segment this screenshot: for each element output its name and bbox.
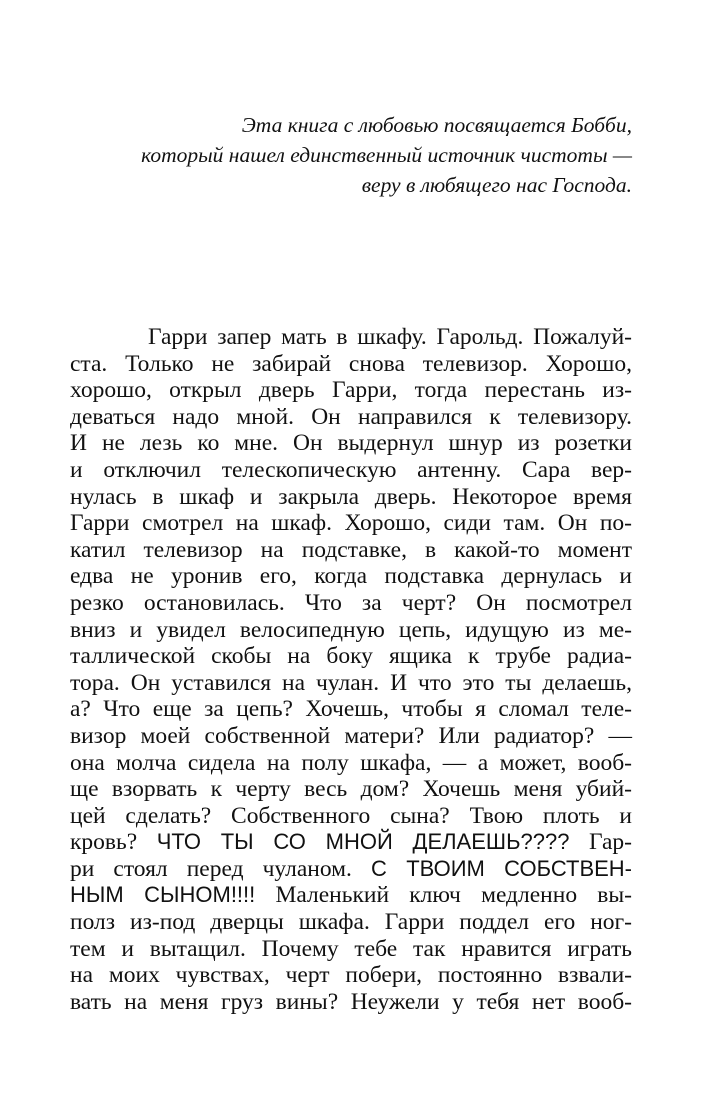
text-line: она молча сидела на полу шкафа, — а может, вооб-: [70, 749, 632, 776]
caps-text: С ТВОИМ СОБСТВЕН-: [371, 855, 632, 881]
text-line: таллической скобы на боку ящика к трубе радиа-: [70, 643, 632, 670]
text-segment: кровь?: [70, 829, 138, 856]
text-line: полз из-под дверцы шкафа. Гарри поддел его ног-: [70, 909, 632, 936]
text-line: и отключил телескопическую антенну. Сара вер-: [70, 456, 632, 483]
text-line: Гарри запер мать в шкафу. Гарольд. Пожалуй-: [148, 324, 632, 350]
text-line: [70, 882, 632, 909]
text-segment: Гар-: [588, 829, 632, 856]
text-segment: Маленький ключ медленно вы-: [275, 882, 632, 909]
text-line: тем и вытащил. Почему тебе так нравится играть: [70, 935, 632, 962]
text-line: деваться надо мной. Он направился к телевизору.: [70, 403, 632, 430]
text-line: цей сделать? Собственного сына? Твою плоть и: [70, 802, 632, 829]
text-line: [70, 856, 632, 883]
dedication-line: веру в любящего нас Господа.: [361, 173, 632, 197]
text-line: [70, 829, 632, 856]
text-line: а? Что еще за цепь? Хочешь, чтобы я сломал теле-: [70, 696, 632, 723]
dedication: [80, 110, 632, 200]
text-line: катил телевизор на подставке, в какой-то момент: [70, 536, 632, 563]
dedication-line: Эта книга с любовью посвящается Бобби,: [241, 113, 632, 137]
text-line: на моих чувствах, черт побери, постоянно взвали-: [70, 962, 632, 989]
caps-text: ЧТО ТЫ СО МНОЙ ДЕЛАЕШЬ????: [156, 829, 570, 855]
text-line: И не лезь ко мне. Он выдернул шнур из розетки: [70, 430, 632, 457]
text-line: хорошо, открыл дверь Гарри, тогда перестань из-: [70, 377, 632, 404]
text-line: вать на меня груз вины? Неужели у тебя нет вооб-: [70, 988, 632, 1015]
text-line: нулась в шкаф и закрыла дверь. Некоторое время: [70, 483, 632, 510]
text-line: едва не уронив его, когда подставка дернулась и: [70, 563, 632, 590]
caps-text: НЫМ СЫНОМ!!!!: [70, 882, 256, 908]
text-line: ще взорвать к черту весь дом? Хочешь меня убий-: [70, 776, 632, 803]
text-line: резко остановилась. Что за черт? Он посмотрел: [70, 589, 632, 616]
text-line: Гарри смотрел на шкаф. Хорошо, сиди там. Он по-: [70, 510, 632, 537]
text-line: вниз и увидел велосипедную цепь, идущую из ме-: [70, 616, 632, 643]
body-text: [70, 324, 632, 1015]
text-line: тора. Он уставился на чулан. И что это ты делаешь,: [70, 669, 632, 696]
text-line: ста. Только не забирай снова телевизор. Хорошо,: [70, 350, 632, 377]
text-segment: ри стоял перед чуланом.: [70, 855, 352, 882]
text-line: визор моей собственной матери? Или радиатор? —: [70, 722, 632, 749]
dedication-line: который нашел единственный источник чистоты —: [141, 143, 632, 167]
